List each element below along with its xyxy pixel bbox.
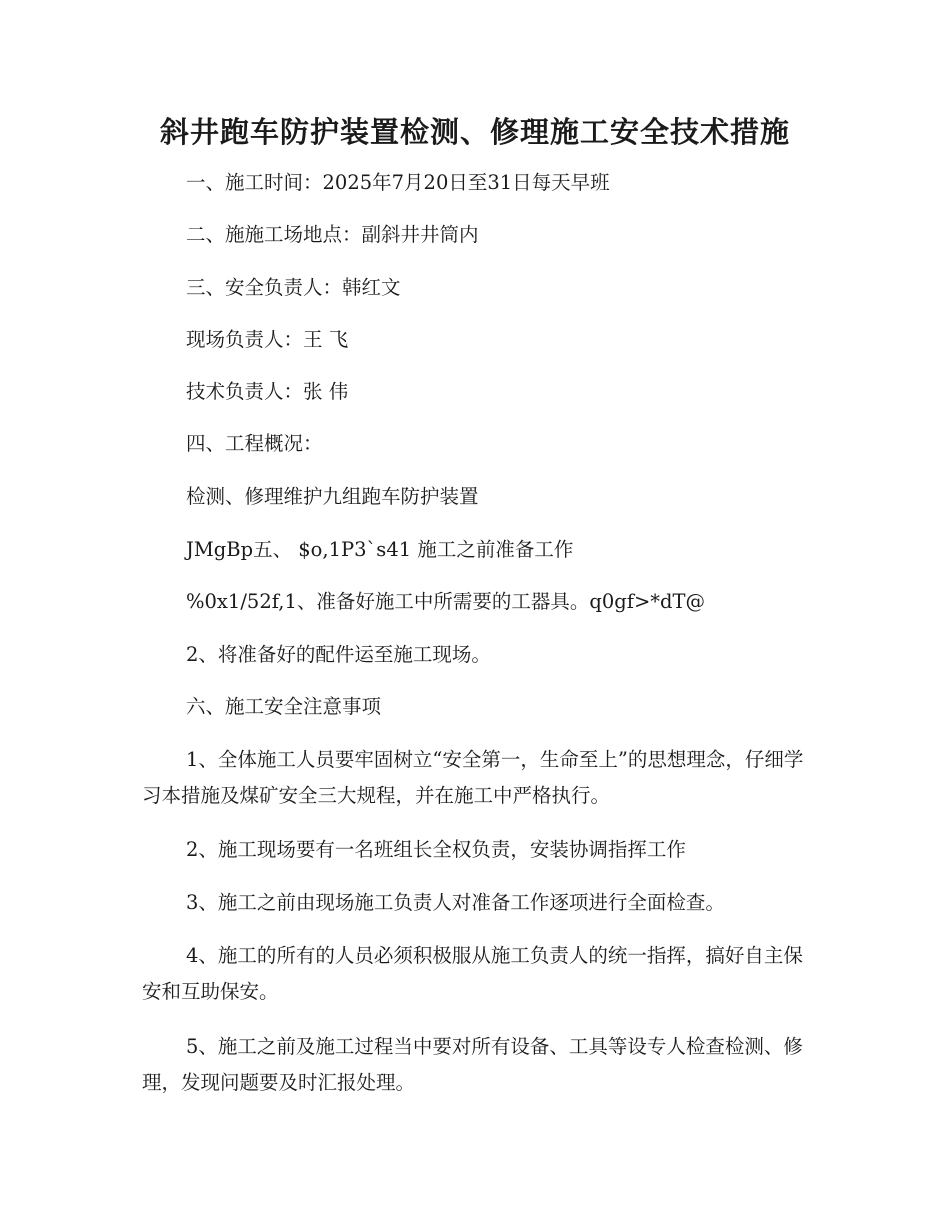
paragraph-project-overview-heading: 四、工程概况：: [186, 432, 323, 455]
document-title: 斜井跑车防护装置检测、修理施工安全技术措施: [159, 115, 790, 149]
paragraph-safety-note-2: 2、施工现场要有一名班组长全权负责，安装协调指挥工作: [186, 838, 686, 861]
paragraph-safety-notes-heading: 六、施工安全注意事项: [186, 695, 382, 718]
paragraph-safety-note-1: 1、全体施工人员要牢固树立“安全第一，生命至上”的思想理念，仔细学习本措施及煤矿安全三大规程，并在施工中严格执行。: [142, 748, 804, 807]
paragraph-construction-time: 一、施工时间：2025年7月20日至31日每天早班: [186, 171, 610, 194]
paragraph-safety-lead: 三、安全负责人：韩红文: [186, 276, 401, 299]
paragraph-construction-site: 二、施施工场地点：副斜井井筒内: [186, 223, 479, 246]
paragraph-preparation-heading: JMgBp五、 $o,1P3`s41 施工之前准备工作: [186, 538, 574, 561]
paragraph-safety-note-5: 5、施工之前及施工过程当中要对所有设备、工具等设专人检查检测、修理，发现问题要及时汇报处理。: [142, 1035, 803, 1094]
paragraph-project-overview: 检测、修理维护九组跑车防护装置: [186, 485, 479, 508]
paragraph-preparation-2: 2、将准备好的配件运至施工现场。: [186, 643, 491, 666]
paragraph-safety-note-3: 3、施工之前由现场施工负责人对准备工作逐项进行全面检查。: [186, 891, 725, 914]
paragraph-technical-lead: 技术负责人：张 伟: [186, 380, 349, 403]
paragraph-safety-note-4: 4、施工的所有的人员必须积极服从施工负责人的统一指挥，搞好自主保安和互助保安。: [142, 944, 803, 1003]
paragraph-preparation-1: %0x1/52f,1、准备好施工中所需要的工器具。q0gf>*dT@: [186, 590, 706, 613]
paragraph-site-lead: 现场负责人：王 飞: [186, 328, 349, 351]
